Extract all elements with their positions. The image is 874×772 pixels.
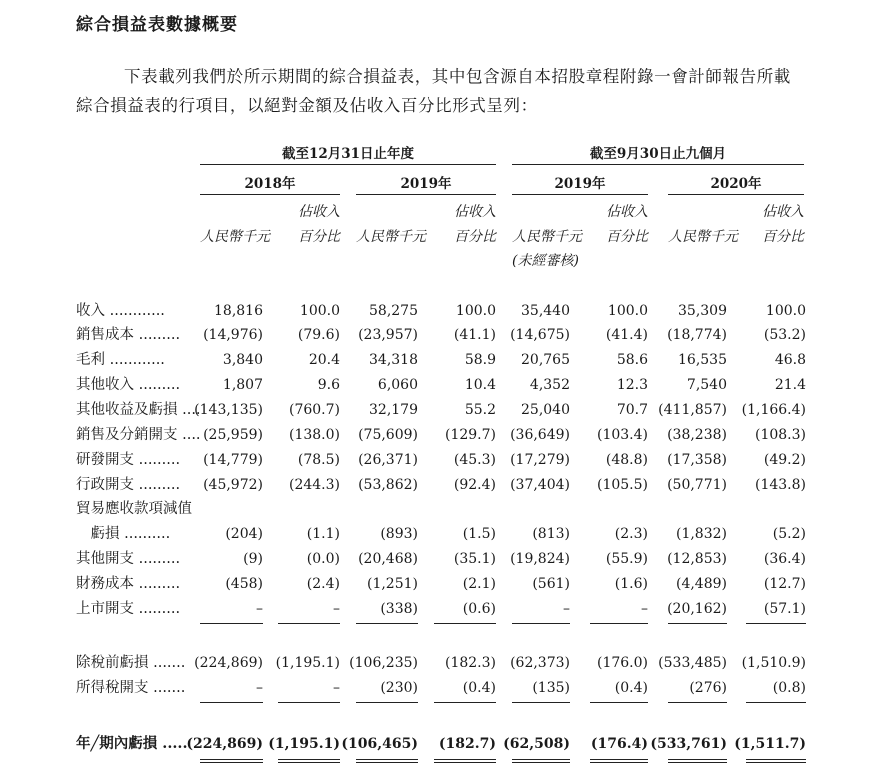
row-label: 財務成本 ......... xyxy=(76,576,181,592)
row-label: 年╱期內虧損 ..... xyxy=(76,735,188,752)
amount-cell: (143,135) xyxy=(194,402,263,418)
table-row xyxy=(0,373,874,397)
year-header-2: 2019年 xyxy=(400,176,452,192)
amount-cell: (204) xyxy=(225,526,263,542)
percent-cell: 100.0 xyxy=(607,303,648,319)
percent-cell: (1.5) xyxy=(462,526,496,542)
amount-cell: (893) xyxy=(380,526,418,542)
percent-cell: (1.6) xyxy=(614,576,648,592)
period-header-nine-months: 截至9月30日止九個月 xyxy=(589,146,727,162)
table-row xyxy=(0,473,874,497)
amount-cell: (17,358) xyxy=(667,452,727,468)
subtotal-rule xyxy=(590,623,648,624)
amount-cell: (14,779) xyxy=(203,452,263,468)
unaudited-note: (未經審核) xyxy=(512,253,579,269)
percent-cell: 58.6 xyxy=(616,352,648,368)
percent-cell: (103.4) xyxy=(596,427,648,443)
amount-cell: 6,060 xyxy=(377,377,418,393)
percent-cell: 100.0 xyxy=(455,303,496,319)
period-header-annual: 截至12月31日止年度 xyxy=(281,146,415,162)
percent-cell: (92.4) xyxy=(453,477,496,493)
subtotal-rule xyxy=(356,702,418,703)
amount-cell: (230) xyxy=(380,680,418,696)
percent-cell: (53.2) xyxy=(763,327,806,343)
amount-cell: (36,649) xyxy=(510,427,570,443)
year-rule-2 xyxy=(356,194,496,195)
percent-cell: 20.4 xyxy=(308,352,340,368)
total-double-rule xyxy=(200,762,263,763)
year-rule-1 xyxy=(200,194,340,195)
table-row xyxy=(0,398,874,422)
percent-cell: (182.7) xyxy=(438,736,496,752)
total-double-rule xyxy=(278,762,340,763)
table-row xyxy=(0,299,874,323)
percent-cell: (1,166.4) xyxy=(741,402,806,418)
row-label: 銷售成本 ......... xyxy=(76,327,181,343)
total-double-rule xyxy=(278,759,340,760)
percent-cell: – xyxy=(641,601,648,617)
percent-cell: (0.8) xyxy=(772,680,806,696)
total-double-rule xyxy=(746,759,806,760)
table-row xyxy=(0,572,874,596)
row-label: 銷售及分銷開支 .... xyxy=(76,427,201,443)
section-heading: 綜合損益表數據概要 xyxy=(76,15,238,35)
amount-cell: (1,251) xyxy=(366,576,418,592)
total-double-rule xyxy=(668,762,727,763)
amount-cell: (20,162) xyxy=(667,601,727,617)
amount-cell: (19,824) xyxy=(510,551,570,567)
amount-cell: (23,957) xyxy=(358,327,418,343)
amount-cell: (533,761) xyxy=(650,736,727,752)
total-double-rule xyxy=(434,759,496,760)
percent-cell: (2.4) xyxy=(306,576,340,592)
table-row xyxy=(0,732,874,756)
total-double-rule xyxy=(434,762,496,763)
amount-cell: (20,468) xyxy=(358,551,418,567)
amount-cell: 16,535 xyxy=(678,352,727,368)
subtotal-rule xyxy=(668,623,727,624)
amount-cell: (12,853) xyxy=(667,551,727,567)
percent-cell: 55.2 xyxy=(464,402,496,418)
percent-cell: 12.3 xyxy=(616,377,648,393)
subtotal-rule xyxy=(512,623,570,624)
row-label: 除稅前虧損 ....... xyxy=(76,655,186,671)
subtotal-rule xyxy=(668,702,727,703)
percent-cell: (41.4) xyxy=(605,327,648,343)
year-header-1: 2018年 xyxy=(244,176,296,192)
percent-cell: (36.4) xyxy=(763,551,806,567)
total-double-rule xyxy=(200,759,263,760)
pct-header-3b: 百分比 xyxy=(606,229,648,245)
subtotal-rule xyxy=(200,702,263,703)
percent-cell: (105.5) xyxy=(596,477,648,493)
year-rule-3 xyxy=(512,194,648,195)
year-rule-4 xyxy=(668,194,804,195)
amount-cell: – xyxy=(256,680,263,696)
percent-cell: (5.2) xyxy=(772,526,806,542)
amount-cell: 34,318 xyxy=(369,352,418,368)
amount-cell: 20,765 xyxy=(521,352,570,368)
percent-cell: 10.4 xyxy=(464,377,496,393)
total-double-rule xyxy=(746,762,806,763)
row-label: 行政開支 ......... xyxy=(76,477,181,493)
percent-cell: (129.7) xyxy=(444,427,496,443)
row-label: 所得稅開支 ....... xyxy=(76,680,186,696)
amount-cell: (4,489) xyxy=(675,576,727,592)
total-double-rule xyxy=(356,759,418,760)
table-row xyxy=(0,448,874,472)
pct-header-4a: 佔收入 xyxy=(762,204,804,220)
row-label: 研發開支 ......... xyxy=(76,452,181,468)
percent-cell: (760.7) xyxy=(288,402,340,418)
amount-cell: (75,609) xyxy=(358,427,418,443)
pct-header-2a: 佔收入 xyxy=(454,204,496,220)
percent-cell: – xyxy=(333,601,340,617)
percent-cell: (2.3) xyxy=(614,526,648,542)
amount-cell: 58,275 xyxy=(369,303,418,319)
total-double-rule xyxy=(590,759,648,760)
subtotal-rule xyxy=(434,623,496,624)
period-rule-annual xyxy=(200,164,496,165)
percent-cell: (1,510.9) xyxy=(741,655,806,671)
amount-cell: (9) xyxy=(243,551,263,567)
subtotal-rule xyxy=(590,702,648,703)
percent-cell: (41.1) xyxy=(453,327,496,343)
percent-cell: (12.7) xyxy=(763,576,806,592)
table-row xyxy=(0,547,874,571)
subtotal-rule xyxy=(200,623,263,624)
intro-text: 下表載列我們於所示期間的綜合損益表，其中包含源自本招股章程附錄一會計師報告所載綜合損益表的行項目，以絕對金額及佔收入百分比形式呈列： xyxy=(76,67,791,115)
amount-cell: 35,309 xyxy=(678,303,727,319)
amount-cell: (45,972) xyxy=(203,477,263,493)
percent-cell: 9.6 xyxy=(317,377,340,393)
pct-header-1a: 佔收入 xyxy=(298,204,340,220)
amount-cell: (106,235) xyxy=(349,655,418,671)
total-double-rule xyxy=(356,762,418,763)
percent-cell: (35.1) xyxy=(453,551,496,567)
subtotal-rule xyxy=(278,702,340,703)
amount-header-2: 人民幣千元 xyxy=(356,229,426,245)
subtotal-rule xyxy=(746,623,806,624)
percent-cell: (1,195.1) xyxy=(275,655,340,671)
pct-header-1b: 百分比 xyxy=(298,229,340,245)
percent-cell: (1.1) xyxy=(306,526,340,542)
percent-cell: 21.4 xyxy=(774,377,806,393)
amount-cell: (37,404) xyxy=(510,477,570,493)
amount-cell: (62,508) xyxy=(503,736,570,752)
table-row xyxy=(0,522,874,546)
subtotal-rule xyxy=(512,702,570,703)
intro-paragraph xyxy=(76,62,804,120)
percent-cell: (55.9) xyxy=(605,551,648,567)
amount-cell: 4,352 xyxy=(529,377,570,393)
amount-cell: (1,832) xyxy=(675,526,727,542)
amount-cell: (135) xyxy=(532,680,570,696)
period-rule-nine-months xyxy=(512,164,804,165)
percent-cell: (143.8) xyxy=(754,477,806,493)
amount-cell: 25,040 xyxy=(521,402,570,418)
year-header-3: 2019年 xyxy=(554,176,606,192)
row-label: 其他收益及虧損 .... xyxy=(76,402,201,418)
percent-cell: (1,195.1) xyxy=(268,736,340,752)
row-label: 貿易應收款項減值 xyxy=(76,501,192,517)
row-label: 虧損 .......... xyxy=(76,526,171,542)
percent-cell: 70.7 xyxy=(616,402,648,418)
total-double-rule xyxy=(590,762,648,763)
row-label: 其他開支 ......... xyxy=(76,551,181,567)
amount-cell: – xyxy=(256,601,263,617)
amount-cell: (224,869) xyxy=(194,655,263,671)
percent-cell: (176.0) xyxy=(596,655,648,671)
percent-cell: – xyxy=(333,680,340,696)
percent-cell: (176.4) xyxy=(590,736,648,752)
amount-cell: (458) xyxy=(225,576,263,592)
pct-header-4b: 百分比 xyxy=(762,229,804,245)
amount-cell: (14,976) xyxy=(203,327,263,343)
percent-cell: (138.0) xyxy=(288,427,340,443)
percent-cell: 100.0 xyxy=(765,303,806,319)
percent-cell: (0.4) xyxy=(462,680,496,696)
percent-cell: (244.3) xyxy=(288,477,340,493)
total-double-rule xyxy=(512,762,570,763)
row-label: 上市開支 ......... xyxy=(76,601,181,617)
table-row xyxy=(0,651,874,675)
subtotal-rule xyxy=(434,702,496,703)
amount-cell: (813) xyxy=(532,526,570,542)
amount-cell: (411,857) xyxy=(658,402,727,418)
amount-cell: (25,959) xyxy=(203,427,263,443)
percent-cell: (78.5) xyxy=(297,452,340,468)
row-label: 毛利 ............ xyxy=(76,352,165,368)
amount-cell: (26,371) xyxy=(358,452,418,468)
subtotal-rule xyxy=(356,623,418,624)
percent-cell: (0.0) xyxy=(306,551,340,567)
table-row xyxy=(0,423,874,447)
amount-cell: 7,540 xyxy=(686,377,727,393)
pct-header-3a: 佔收入 xyxy=(606,204,648,220)
percent-cell: (49.2) xyxy=(763,452,806,468)
table-row xyxy=(0,348,874,372)
row-label: 其他收入 ......... xyxy=(76,377,181,393)
percent-cell: 100.0 xyxy=(299,303,340,319)
amount-cell: (14,675) xyxy=(510,327,570,343)
amount-cell: (17,279) xyxy=(510,452,570,468)
percent-cell: (182.3) xyxy=(444,655,496,671)
table-row xyxy=(0,676,874,700)
percent-cell: (48.8) xyxy=(605,452,648,468)
percent-cell: (2.1) xyxy=(462,576,496,592)
percent-cell: 58.9 xyxy=(464,352,496,368)
table-row xyxy=(0,597,874,621)
amount-cell: (62,373) xyxy=(510,655,570,671)
percent-cell: (0.6) xyxy=(462,601,496,617)
percent-cell: (79.6) xyxy=(297,327,340,343)
amount-cell: 32,179 xyxy=(369,402,418,418)
subtotal-rule xyxy=(746,702,806,703)
total-double-rule xyxy=(668,759,727,760)
amount-cell: (106,465) xyxy=(341,736,418,752)
amount-cell: (224,869) xyxy=(186,736,263,752)
amount-cell: (561) xyxy=(532,576,570,592)
year-header-4: 2020年 xyxy=(710,176,762,192)
amount-cell: (53,862) xyxy=(358,477,418,493)
amount-cell: (338) xyxy=(380,601,418,617)
amount-cell: (533,485) xyxy=(658,655,727,671)
percent-cell: (45.3) xyxy=(453,452,496,468)
amount-header-1: 人民幣千元 xyxy=(200,229,270,245)
percent-cell: 46.8 xyxy=(774,352,806,368)
percent-cell: (108.3) xyxy=(754,427,806,443)
amount-header-4: 人民幣千元 xyxy=(668,229,738,245)
amount-cell: 35,440 xyxy=(521,303,570,319)
percent-cell: (0.4) xyxy=(614,680,648,696)
percent-cell: (57.1) xyxy=(763,601,806,617)
pct-header-2b: 百分比 xyxy=(454,229,496,245)
table-row xyxy=(0,497,874,521)
amount-cell: (38,238) xyxy=(667,427,727,443)
amount-cell: (50,771) xyxy=(667,477,727,493)
percent-cell: (1,511.7) xyxy=(734,736,806,752)
amount-cell: (276) xyxy=(689,680,727,696)
amount-cell: – xyxy=(563,601,570,617)
subtotal-rule xyxy=(278,623,340,624)
amount-cell: 1,807 xyxy=(222,377,263,393)
amount-header-3: 人民幣千元 xyxy=(512,229,582,245)
row-label: 收入 ............ xyxy=(76,303,165,319)
amount-cell: 3,840 xyxy=(222,352,263,368)
table-row xyxy=(0,323,874,347)
amount-cell: (18,774) xyxy=(667,327,727,343)
total-double-rule xyxy=(512,759,570,760)
amount-cell: 18,816 xyxy=(214,303,263,319)
